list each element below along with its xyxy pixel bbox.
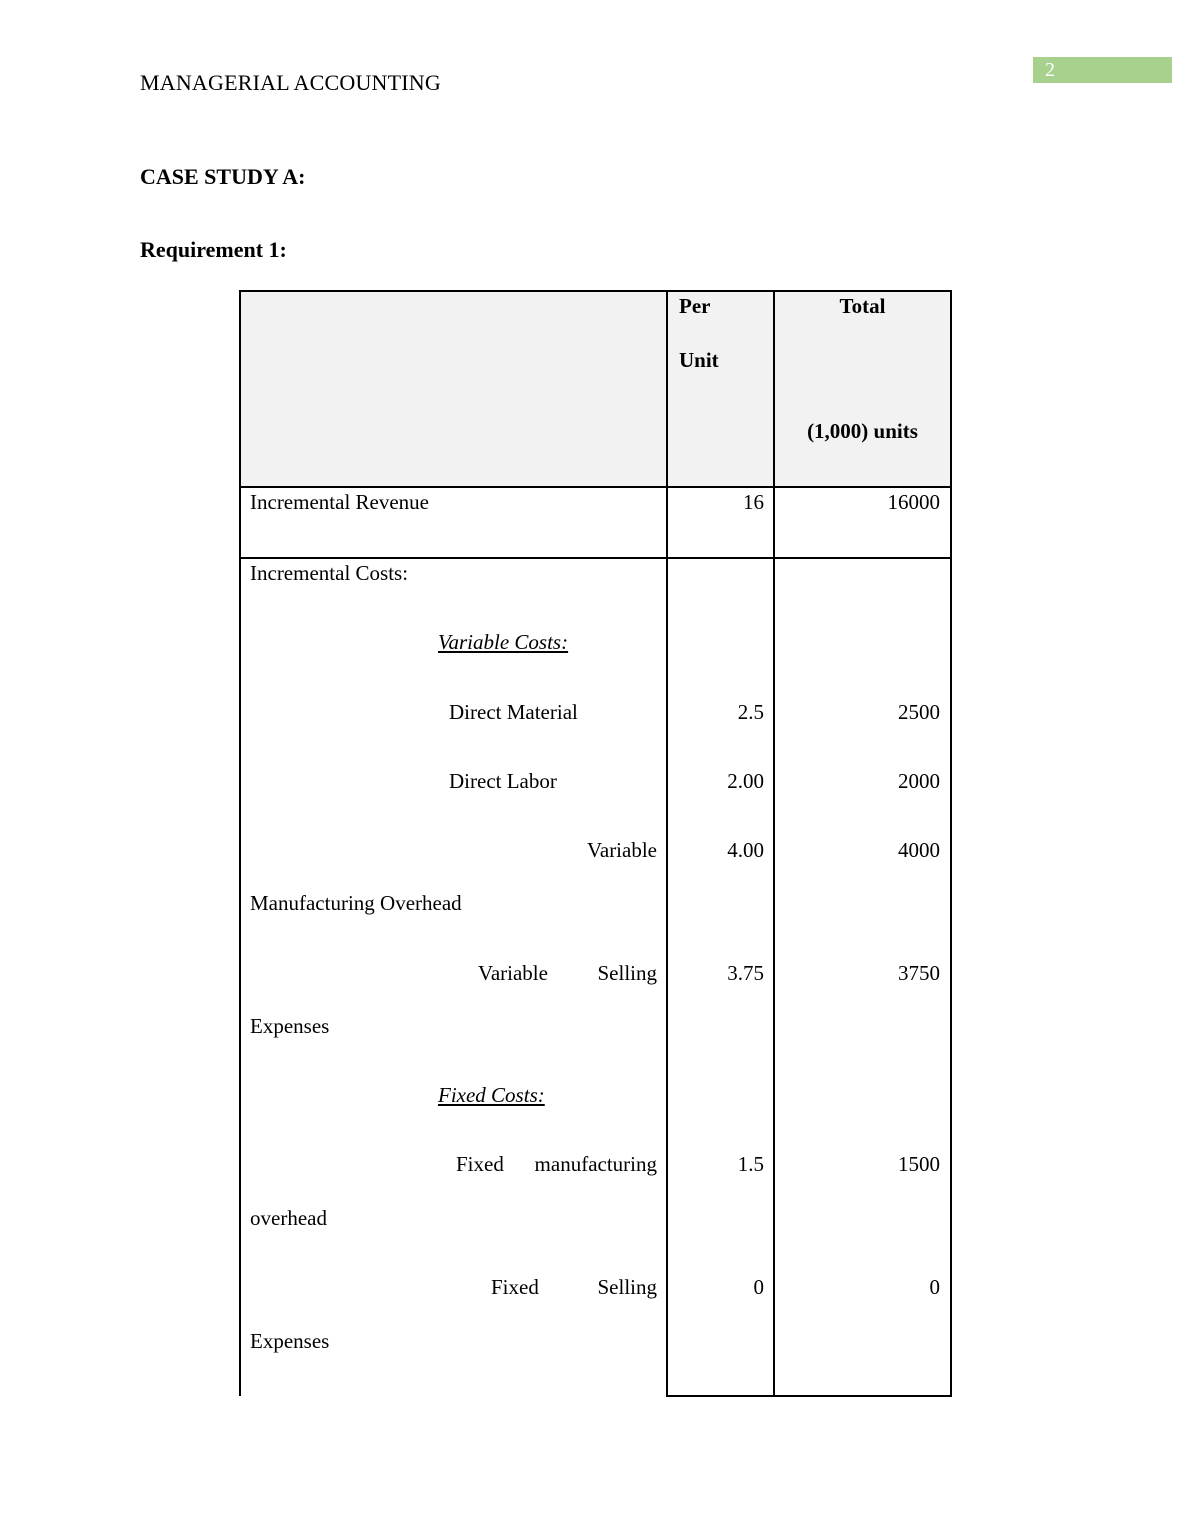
revenue-total: 16000 bbox=[887, 490, 940, 514]
direct-material-total: 2500 bbox=[898, 700, 940, 724]
table-border-right bbox=[950, 290, 952, 1397]
fixed-mfg-overhead-label-word2: manufacturing bbox=[534, 1152, 657, 1176]
revenue-per-unit: 16 bbox=[743, 490, 764, 514]
header-per-unit-line1: Per bbox=[679, 294, 711, 318]
incremental-costs-label: Incremental Costs: bbox=[250, 561, 409, 585]
fixed-mfg-overhead-per-unit: 1.5 bbox=[737, 1152, 764, 1176]
header-total-line2: (1,000) units bbox=[807, 419, 918, 443]
var-mfg-overhead-label-line2: Manufacturing Overhead bbox=[250, 891, 462, 915]
fixed-selling-per-unit: 0 bbox=[753, 1275, 764, 1299]
table-header-background bbox=[241, 292, 950, 487]
fixed-mfg-overhead-total: 1500 bbox=[898, 1152, 940, 1176]
header-per-unit-line2: Unit bbox=[679, 348, 719, 372]
var-selling-total: 3750 bbox=[898, 961, 940, 985]
case-study-title: CASE STUDY A: bbox=[140, 164, 306, 189]
revenue-label: Incremental Revenue bbox=[250, 490, 429, 514]
direct-material-label: Direct Material bbox=[449, 700, 578, 724]
header-total-line1: Total bbox=[839, 294, 886, 318]
running-head: MANAGERIAL ACCOUNTING bbox=[140, 70, 441, 95]
direct-labor-label: Direct Labor bbox=[449, 769, 557, 793]
fixed-mfg-overhead-label-line2: overhead bbox=[250, 1206, 327, 1230]
fixed-selling-label-line2: Expenses bbox=[250, 1329, 330, 1353]
fixed-costs-heading: Fixed Costs: bbox=[438, 1083, 545, 1107]
var-selling-label-word1: Variable bbox=[478, 961, 548, 985]
direct-material-per-unit: 2.5 bbox=[737, 700, 764, 724]
table-border-header-bottom bbox=[239, 486, 952, 488]
fixed-selling-total: 0 bbox=[929, 1275, 940, 1299]
table-border-bottom bbox=[666, 1395, 952, 1397]
direct-labor-total: 2000 bbox=[898, 769, 940, 793]
table-border-revenue-bottom bbox=[239, 557, 952, 559]
fixed-mfg-overhead-label-word1: Fixed bbox=[456, 1152, 504, 1176]
table-border-left bbox=[239, 290, 241, 1396]
direct-labor-per-unit: 2.00 bbox=[727, 769, 764, 793]
var-selling-label-word2: Selling bbox=[597, 961, 657, 985]
var-mfg-overhead-label-line1: Variable bbox=[587, 838, 657, 862]
var-mfg-overhead-per-unit: 4.00 bbox=[727, 838, 764, 862]
fixed-selling-label-word2: Selling bbox=[597, 1275, 657, 1299]
page-number: 2 bbox=[1033, 57, 1172, 83]
var-mfg-overhead-total: 4000 bbox=[898, 838, 940, 862]
variable-costs-heading: Variable Costs: bbox=[438, 630, 569, 654]
requirement-title: Requirement 1: bbox=[140, 237, 287, 262]
fixed-selling-label-word1: Fixed bbox=[491, 1275, 539, 1299]
table-border-top bbox=[239, 290, 952, 292]
var-selling-label-line2: Expenses bbox=[250, 1014, 330, 1038]
var-selling-per-unit: 3.75 bbox=[727, 961, 764, 985]
